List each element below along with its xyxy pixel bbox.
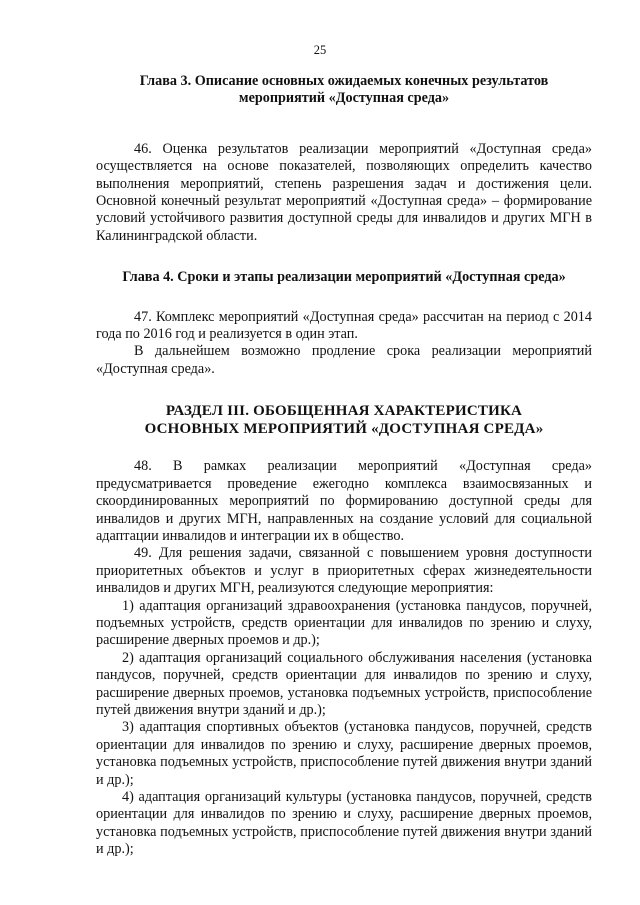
list-item-1: 1) адаптация организаций здравоохранения (установка пандусов, поручней, подъемных устройств, средств ориентации для инвалидов по зрению и слуху, расширение дверных проемов и др.); — [96, 597, 592, 649]
page-number: 25 — [313, 43, 327, 57]
spacer — [96, 438, 592, 458]
spacer — [96, 287, 592, 309]
paragraph-49: 49. Для решения задачи, связанной с повышением уровня доступности приоритетных объектов и услуг в приоритетных сферах жизнедеятельности инвалидов и других МГН, реализуются следующие мероприятия: — [96, 545, 592, 597]
chapter-3-title-line-2: мероприятий «Доступная среда» — [238, 90, 450, 107]
spacer — [96, 108, 592, 141]
spacer — [96, 378, 592, 402]
paragraph-47: 47. Комплекс мероприятий «Доступная среда» рассчитан на период с 2014 года по 2016 год и реализуется в один этап. — [96, 308, 592, 343]
paragraph-48: 48. В рамках реализации мероприятий «Доступная среда» предусматривается проведение ежегодно комплекса взаимосвязанных и скоординированных мероприятий по формированию доступной среды для инвалидов и других МГН, направленных на создание условий для социальной адаптации инвалидов и интеграции их в общество. — [96, 458, 592, 544]
chapter-3-title-line-1: Глава 3. Описание основных ожидаемых конечных результатов — [139, 73, 549, 89]
section-3-title — [96, 402, 592, 438]
section-3-title-line-2: ОСНОВНЫХ МЕРОПРИЯТИЙ «ДОСТУПНАЯ СРЕДА» — [144, 421, 544, 438]
chapter-4-title: Глава 4. Сроки и этапы реализации мероприятий «Доступная среда» — [122, 269, 566, 286]
list-item-4: 4) адаптация организаций культуры (установка пандусов, поручней, средств ориентации для инвалидов по зрению и слуху, расширение дверных проемов, установка подъемных устройств, приспособление путей движения внутри зданий и др.); — [96, 789, 592, 858]
paragraph-47-continuation: В дальнейшем возможно продление срока реализации мероприятий «Доступная среда». — [96, 343, 592, 377]
list-item-2: 2) адаптация организаций социального обслуживания населения (установка пандусов, поручней, средств ориентации для инвалидов по зрению и слуху, расширение дверных проемов, установка подъемных устройств, приспособление путей движения внутри зданий и др.); — [96, 649, 592, 718]
list-item-3: 3) адаптация спортивных объектов (установка пандусов, поручней, средств ориентации для инвалидов по зрению и слуху, расширение дверных проемов, установка подъемных устройств, приспособление путей движения внутри зданий и др.); — [96, 719, 592, 788]
chapter-3-title — [96, 73, 592, 108]
paragraph-46: 46. Оценка результатов реализации мероприятий «Доступная среда» осуществляется на основе показателей, позволяющих определить качество выполнения мероприятий, степень разрешения задач и достижения цели. Основной конечный результат мероприятий «Доступная среда» – формирование условий устойчивого развития доступной среды для инвалидов и других МГН в Калининградской области. — [96, 140, 592, 244]
spacer — [96, 245, 592, 269]
page-content — [96, 73, 592, 859]
section-3-title-line-1: РАЗДЕЛ III. ОБОБЩЕННАЯ ХАРАКТЕРИСТИКА — [165, 403, 523, 420]
